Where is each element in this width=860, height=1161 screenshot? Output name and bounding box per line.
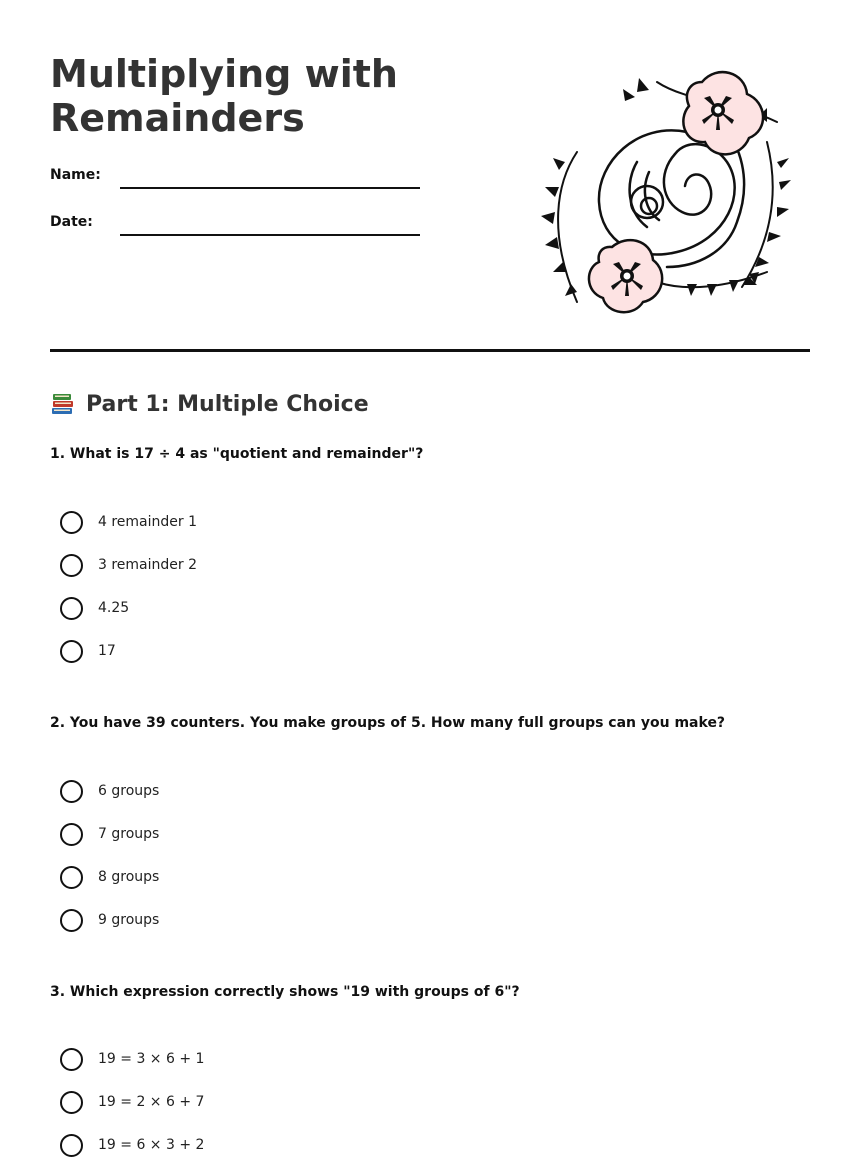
q2-option-1[interactable]: [60, 778, 159, 804]
q2-option-4[interactable]: [60, 907, 159, 933]
q1-option-4[interactable]: [60, 638, 116, 664]
radio-button[interactable]: [60, 866, 83, 889]
option-label: 4 remainder 1: [98, 514, 198, 530]
q1-option-1[interactable]: [60, 509, 197, 535]
date-field: [50, 214, 93, 230]
option-label: 19 = 6 × 3 + 2: [98, 1137, 205, 1153]
q1-option-3[interactable]: [60, 595, 129, 621]
option-label: 3 remainder 2: [98, 557, 198, 573]
radio-button[interactable]: [60, 640, 83, 663]
question-1: 1. What is 17 ÷ 4 as "quotient and remainder"?: [50, 446, 424, 462]
section-divider: [50, 349, 810, 352]
question-3: 3. Which expression correctly shows "19 with groups of 6"?: [50, 984, 520, 1000]
q2-option-3[interactable]: [60, 864, 159, 890]
option-label: 7 groups: [98, 826, 160, 842]
worksheet-title: Multiplying with Remainders: [50, 52, 398, 140]
radio-button[interactable]: [60, 554, 83, 577]
name-field: [50, 167, 101, 183]
question-2: 2. You have 39 counters. You make groups of 5. How many full groups can you make?: [50, 715, 726, 731]
option-label: 6 groups: [98, 783, 160, 799]
radio-button[interactable]: [60, 823, 83, 846]
part1-heading: [50, 388, 369, 420]
radio-button[interactable]: [60, 909, 83, 932]
option-label: 19 = 3 × 6 + 1: [98, 1051, 205, 1067]
name-line: [120, 187, 420, 189]
q1-option-2[interactable]: [60, 552, 197, 578]
part1-heading-text: Part 1: Multiple Choice: [86, 391, 369, 417]
option-label: 9 groups: [98, 912, 160, 928]
date-label: Date:: [50, 214, 93, 230]
radio-button[interactable]: [60, 511, 83, 534]
option-label: 19 = 2 × 6 + 7: [98, 1094, 205, 1110]
date-line: [120, 234, 420, 236]
radio-button[interactable]: [60, 1048, 83, 1071]
radio-button[interactable]: [60, 1091, 83, 1114]
q2-option-2[interactable]: [60, 821, 159, 847]
name-label: Name:: [50, 167, 101, 183]
option-label: 17: [98, 643, 116, 659]
books-icon: [50, 391, 76, 417]
flower-fern-illustration: [537, 62, 799, 330]
radio-button[interactable]: [60, 597, 83, 620]
q3-option-3[interactable]: [60, 1132, 204, 1158]
radio-button[interactable]: [60, 780, 83, 803]
radio-button[interactable]: [60, 1134, 83, 1157]
q3-option-2[interactable]: [60, 1089, 204, 1115]
q3-option-1[interactable]: [60, 1046, 204, 1072]
option-label: 4.25: [98, 600, 130, 616]
option-label: 8 groups: [98, 869, 160, 885]
